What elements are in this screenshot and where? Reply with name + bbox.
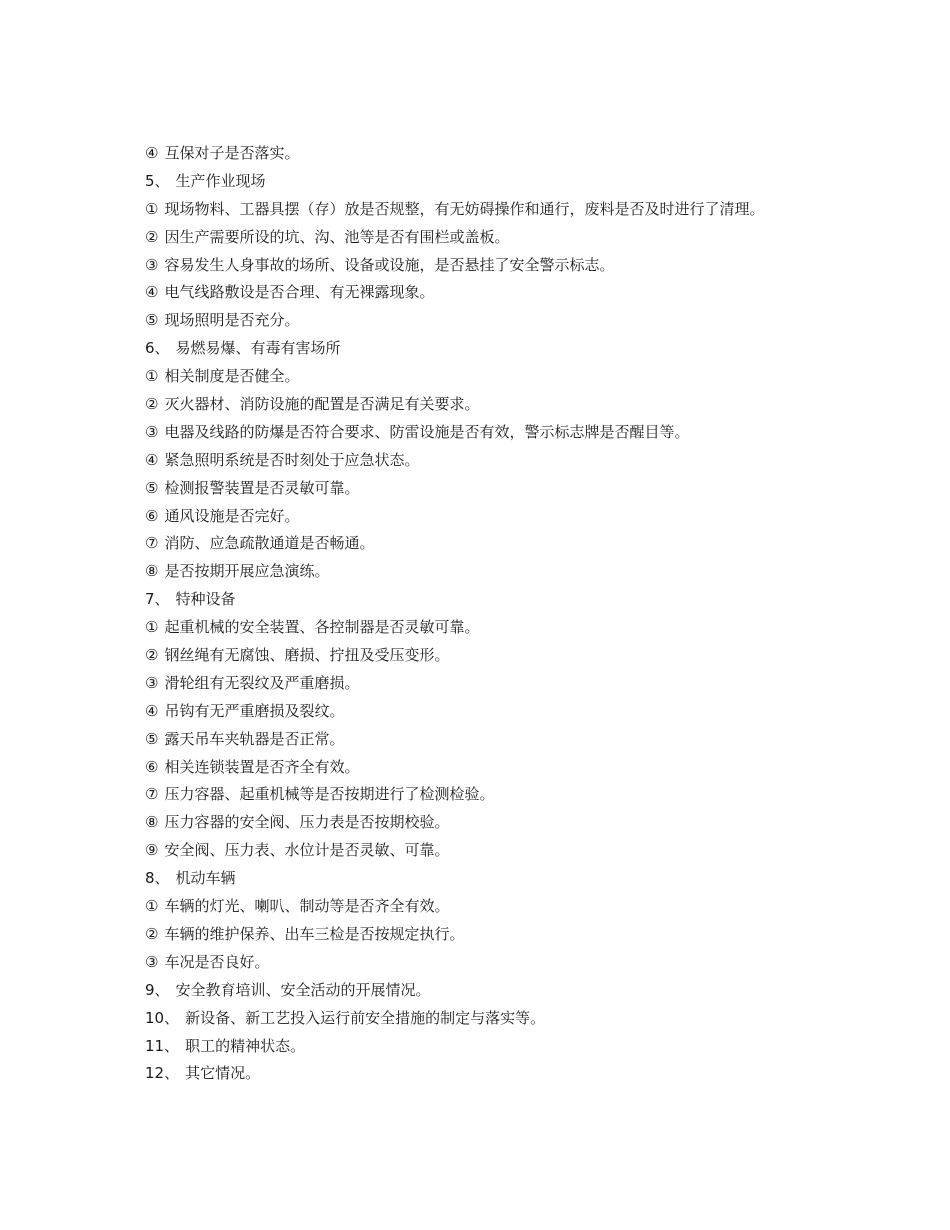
document-line: [145, 949, 845, 977]
line-number: ③: [145, 673, 159, 692]
document-line: [145, 475, 845, 503]
line-text: 特种设备: [175, 590, 236, 609]
line-text: 检测报警装置是否灵敏可靠。: [164, 478, 360, 497]
line-number: 5、: [145, 171, 170, 190]
line-text: 灭火器材、消防设施的配置是否满足有关要求。: [164, 395, 480, 414]
line-number: ⑥: [145, 757, 159, 776]
line-text: 现场物料、工器具摆（存）放是否规整，有无妨碍操作和通行，废料是否及时进行了清理。: [164, 199, 765, 218]
line-number: ⑦: [145, 785, 159, 804]
document-line: [145, 391, 845, 419]
document-line: [145, 698, 845, 726]
document-line: [145, 335, 845, 363]
line-text: 相关连锁装置是否齐全有效。: [164, 757, 360, 776]
line-text: 生产作业现场: [175, 171, 266, 190]
line-number: ⑥: [145, 506, 159, 525]
line-text: 通风设施是否完好。: [164, 506, 300, 525]
line-text: 紧急照明系统是否时刻处于应急状态。: [164, 450, 420, 469]
line-number: ⑤: [145, 729, 159, 748]
line-number: ①: [145, 199, 159, 218]
document-line: [145, 642, 845, 670]
line-number: ⑧: [145, 813, 159, 832]
line-number: ⑨: [145, 841, 159, 860]
line-number: ④: [145, 283, 159, 302]
line-number: ③: [145, 422, 159, 441]
document-line: [145, 558, 845, 586]
document-line: [145, 921, 845, 949]
line-number: ②: [145, 395, 159, 414]
line-text: 职工的精神状态。: [185, 1036, 306, 1055]
document-line: [145, 307, 845, 335]
line-number: ③: [145, 952, 159, 971]
line-number: ⑤: [145, 311, 159, 330]
document-line: [145, 754, 845, 782]
line-number: ①: [145, 367, 159, 386]
line-text: 车辆的灯光、喇叭、制动等是否齐全有效。: [164, 897, 450, 916]
line-text: 互保对子是否落实。: [164, 144, 300, 162]
line-number: ②: [145, 924, 159, 943]
line-number: ⑦: [145, 534, 159, 553]
document-line: [145, 419, 845, 447]
line-number: ①: [145, 897, 159, 916]
line-text: 滑轮组有无裂纹及严重磨损。: [164, 673, 360, 692]
document-line: [145, 1060, 845, 1088]
document-line: [145, 530, 845, 558]
line-text: 车况是否良好。: [164, 952, 270, 971]
line-text: 起重机械的安全装置、各控制器是否灵敏可靠。: [164, 618, 480, 637]
line-text: 现场照明是否充分。: [164, 311, 300, 330]
line-text: 相关制度是否健全。: [164, 367, 300, 386]
line-number: ④: [145, 144, 159, 162]
document-line: [145, 726, 845, 754]
document-line: [145, 1005, 845, 1033]
line-number: ②: [145, 227, 159, 246]
line-text: 其它情况。: [185, 1064, 261, 1083]
line-text: 容易发生人身事故的场所、设备或设施，是否悬挂了安全警示标志。: [164, 255, 615, 274]
document-line: [145, 168, 845, 196]
line-number: 12、: [145, 1064, 180, 1083]
document-line: [145, 670, 845, 698]
document-line: [145, 503, 845, 531]
document-line: [145, 140, 845, 168]
document-line: [145, 614, 845, 642]
line-text: 钢丝绳有无腐蚀、磨损、拧扭及受压变形。: [164, 646, 450, 665]
line-number: 10、: [145, 1008, 180, 1027]
document-line: [145, 252, 845, 280]
line-text: 机动车辆: [175, 869, 236, 888]
line-text: 安全阀、压力表、水位计是否灵敏、可靠。: [164, 841, 450, 860]
document-line: [145, 279, 845, 307]
document-line: [145, 363, 845, 391]
line-number: 7、: [145, 590, 170, 609]
document-line: [145, 837, 845, 865]
line-number: ⑤: [145, 478, 159, 497]
line-text: 电气线路敷设是否合理、有无裸露现象。: [164, 283, 435, 302]
line-text: 压力容器、起重机械等是否按期进行了检测检验。: [164, 785, 495, 804]
document-line: [145, 224, 845, 252]
line-number: ④: [145, 701, 159, 720]
document-line: [145, 893, 845, 921]
document-line: [145, 586, 845, 614]
line-number: 9、: [145, 980, 170, 999]
line-text: 因生产需要所设的坑、沟、池等是否有围栏或盖板。: [164, 227, 510, 246]
line-number: ④: [145, 450, 159, 469]
line-number: ③: [145, 255, 159, 274]
line-number: 11、: [145, 1036, 180, 1055]
line-text: 车辆的维护保养、出车三检是否按规定执行。: [164, 924, 465, 943]
line-number: ①: [145, 618, 159, 637]
line-text: 是否按期开展应急演练。: [164, 562, 330, 581]
document-line: [145, 781, 845, 809]
document-line: [145, 809, 845, 837]
line-number: 8、: [145, 869, 170, 888]
document-line: [145, 447, 845, 475]
line-text: 露天吊车夹轨器是否正常。: [164, 729, 345, 748]
document-line: [145, 196, 845, 224]
line-number: ②: [145, 646, 159, 665]
line-number: 6、: [145, 339, 170, 358]
line-number: ⑧: [145, 562, 159, 581]
document-line: [145, 1033, 845, 1061]
line-text: 吊钩有无严重磨损及裂纹。: [164, 701, 345, 720]
document-line: [145, 977, 845, 1005]
line-text: 电器及线路的防爆是否符合要求、防雷设施是否有效，警示标志牌是否醒目等。: [164, 422, 690, 441]
line-text: 压力容器的安全阀、压力表是否按期校验。: [164, 813, 450, 832]
line-text: 安全教育培训、安全活动的开展情况。: [175, 980, 431, 999]
line-text: 新设备、新工艺投入运行前安全措施的制定与落实等。: [185, 1008, 546, 1027]
document-line: [145, 865, 845, 893]
document-body: [145, 140, 845, 1088]
line-text: 消防、应急疏散通道是否畅通。: [164, 534, 375, 553]
line-text: 易燃易爆、有毒有害场所: [175, 339, 341, 358]
